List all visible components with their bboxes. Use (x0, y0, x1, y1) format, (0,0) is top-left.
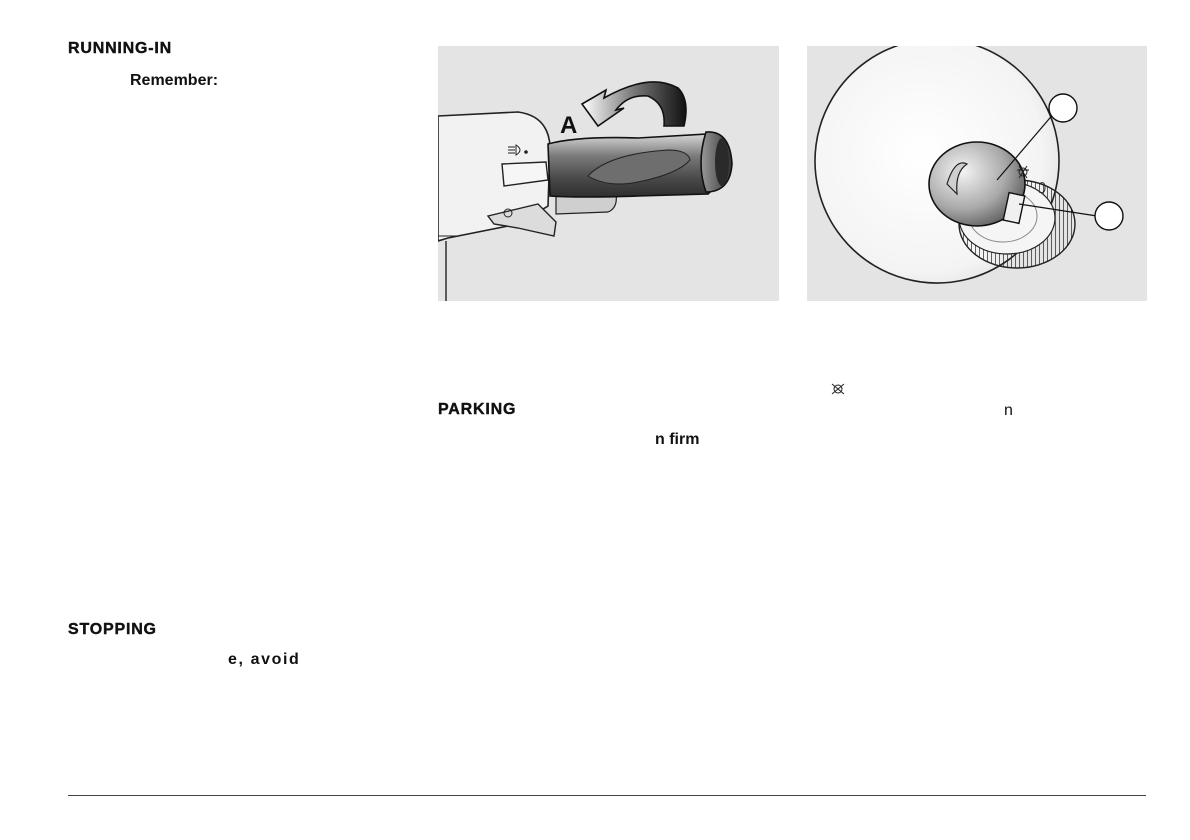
parking-heading: PARKING (438, 401, 517, 418)
footer-divider (68, 795, 1146, 796)
parking-text-fragment-n: n (1004, 402, 1013, 419)
callout-circle-1 (1049, 94, 1077, 122)
stopping-heading: STOPPING (68, 621, 157, 638)
parking-light-symbol-icon (831, 382, 845, 396)
callout-circle-2 (1095, 202, 1123, 230)
running-in-heading: RUNNING-IN (68, 40, 172, 57)
remember-label: Remember: (130, 72, 219, 89)
rotation-arrow-icon (582, 82, 686, 126)
stopping-text-fragment: e, avoid (228, 651, 301, 668)
filler-cap-illustration (807, 46, 1147, 301)
throttle-grip-illustration (438, 46, 779, 301)
parking-text-fragment-firm: n firm (655, 431, 700, 448)
callout-a-label: A (560, 112, 578, 139)
